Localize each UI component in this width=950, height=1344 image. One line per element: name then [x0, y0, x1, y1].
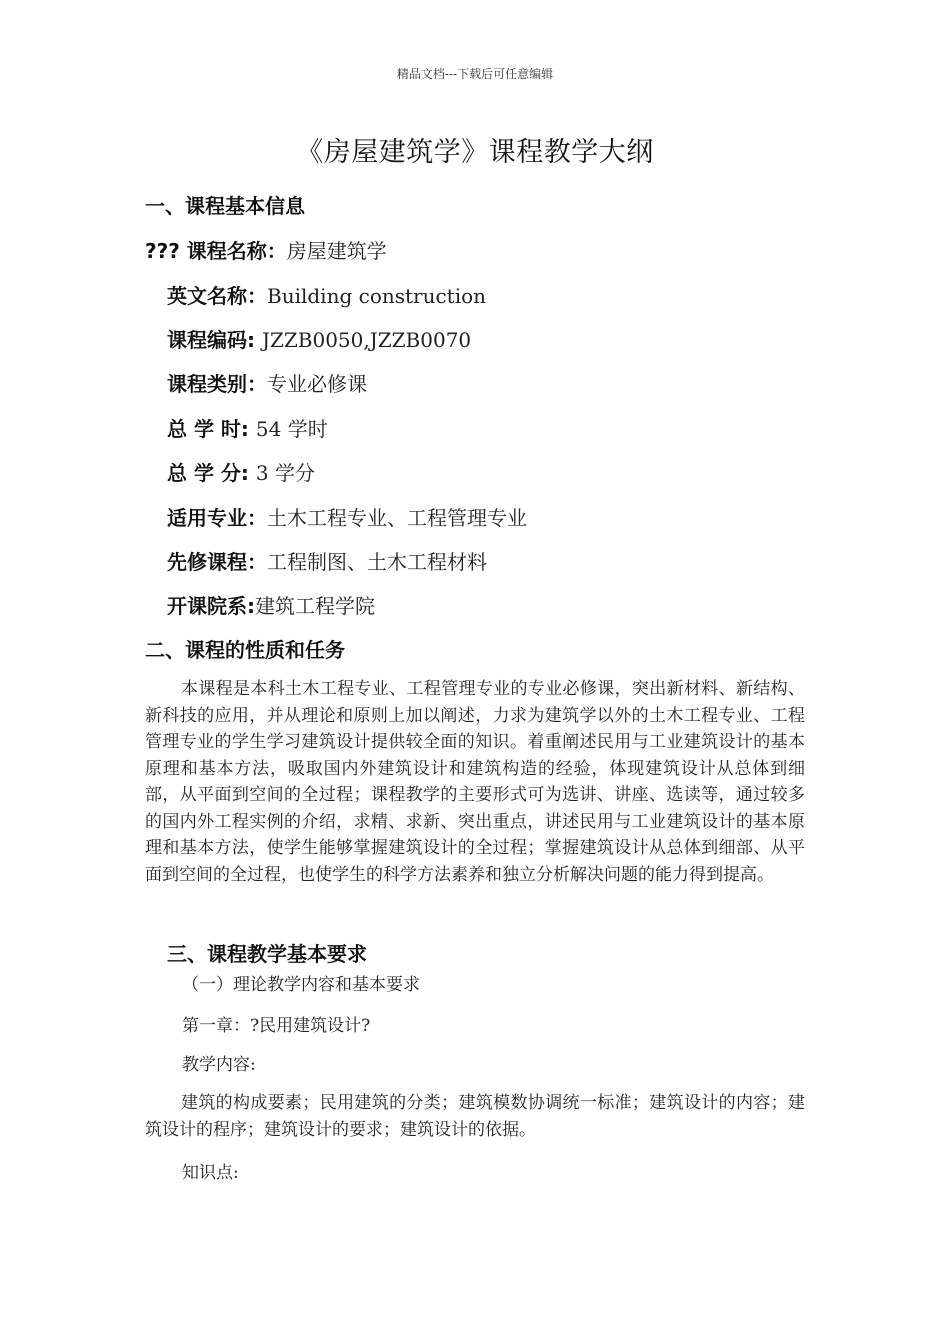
info-label: 英文名称： — [167, 284, 267, 308]
knowledge-points-label: 知识点: — [182, 1163, 239, 1183]
info-row-applicable-majors — [167, 502, 527, 531]
info-row-total-credits — [167, 457, 315, 486]
course-nature-paragraph: 本课程是本科土木工程专业、工程管理专业的专业必修课，突出新材料、新结构、新科技的应用，并从理论和原则上加以阐述，力求为建筑学以外的土木工程专业、工程管理专业的学生学习建筑设计提供较全面的知识。着重阐述民用与工业建筑设计的基本原理和基本方法，吸取国内外建筑设计和建筑构造的经验，体现建筑设计从总体到细部，从平面到空间的全过程；课程教学的主要形式可为选讲、讲座、选读等，通过较多的国内外工程实例的介绍，求精、求新、突出重点，讲述民用与工业建筑设计的基本原理和基本方法，使学生能够掌握建筑设计的全过程；掌握建筑设计从总体到细部、从平面到空间的全过程，也使学生的科学方法素养和独立分析解决问题的能力得到提高。 — [145, 679, 805, 885]
info-value: Building construction — [267, 284, 487, 308]
info-label: 总 学 时: — [167, 417, 256, 441]
info-value: 房屋建筑学 — [286, 239, 387, 263]
info-row-course-code — [167, 324, 471, 353]
section-heading-teaching-requirements: 三、课程教学基本要求 — [167, 942, 367, 966]
info-row-english-name — [167, 280, 486, 309]
info-label: 先修课程： — [167, 550, 267, 574]
info-row-course-category — [167, 368, 367, 397]
info-value: 土木工程专业、工程管理专业 — [267, 506, 527, 530]
info-row-department — [167, 590, 375, 619]
section-heading-basic-info: 一、课程基本信息 — [145, 194, 305, 218]
info-label: 课程编码: — [167, 328, 262, 352]
subheading-theory-content: （一）理论教学内容和基本要求 — [182, 975, 420, 995]
info-label: 总 学 分: — [167, 461, 256, 485]
info-value: 建筑工程学院 — [255, 594, 375, 618]
info-label: 适用专业： — [167, 506, 267, 530]
teaching-content-paragraph: 建筑的构成要素；民用建筑的分类；建筑模数协调统一标准；建筑设计的内容；建筑设计的程序；建筑设计的要求；建筑设计的依据。 — [145, 1093, 805, 1140]
info-value: 3 学分 — [255, 461, 315, 485]
section-heading-nature-tasks: 二、课程的性质和任务 — [145, 638, 345, 662]
info-value: JZZB0050,JZZB0070 — [261, 328, 472, 352]
info-label: ??? 课程名称： — [145, 239, 287, 263]
info-row-total-hours — [167, 413, 328, 442]
info-row-prerequisites — [167, 546, 487, 575]
info-label: 课程类别： — [167, 372, 267, 396]
info-row-course-name — [145, 235, 387, 264]
info-label: 开课院系: — [167, 594, 255, 618]
info-value: 专业必修课 — [267, 372, 367, 396]
chapter-title: 第一章：?民用建筑设计? — [182, 1016, 371, 1036]
info-value: 工程制图、土木工程材料 — [267, 550, 487, 574]
document-title: 《房屋建筑学》课程教学大纲 — [296, 137, 654, 168]
header-note: 精品文档---下载后可任意编辑 — [396, 67, 554, 81]
info-value: 54 学时 — [255, 417, 328, 441]
teaching-content-label: 教学内容: — [182, 1055, 256, 1075]
